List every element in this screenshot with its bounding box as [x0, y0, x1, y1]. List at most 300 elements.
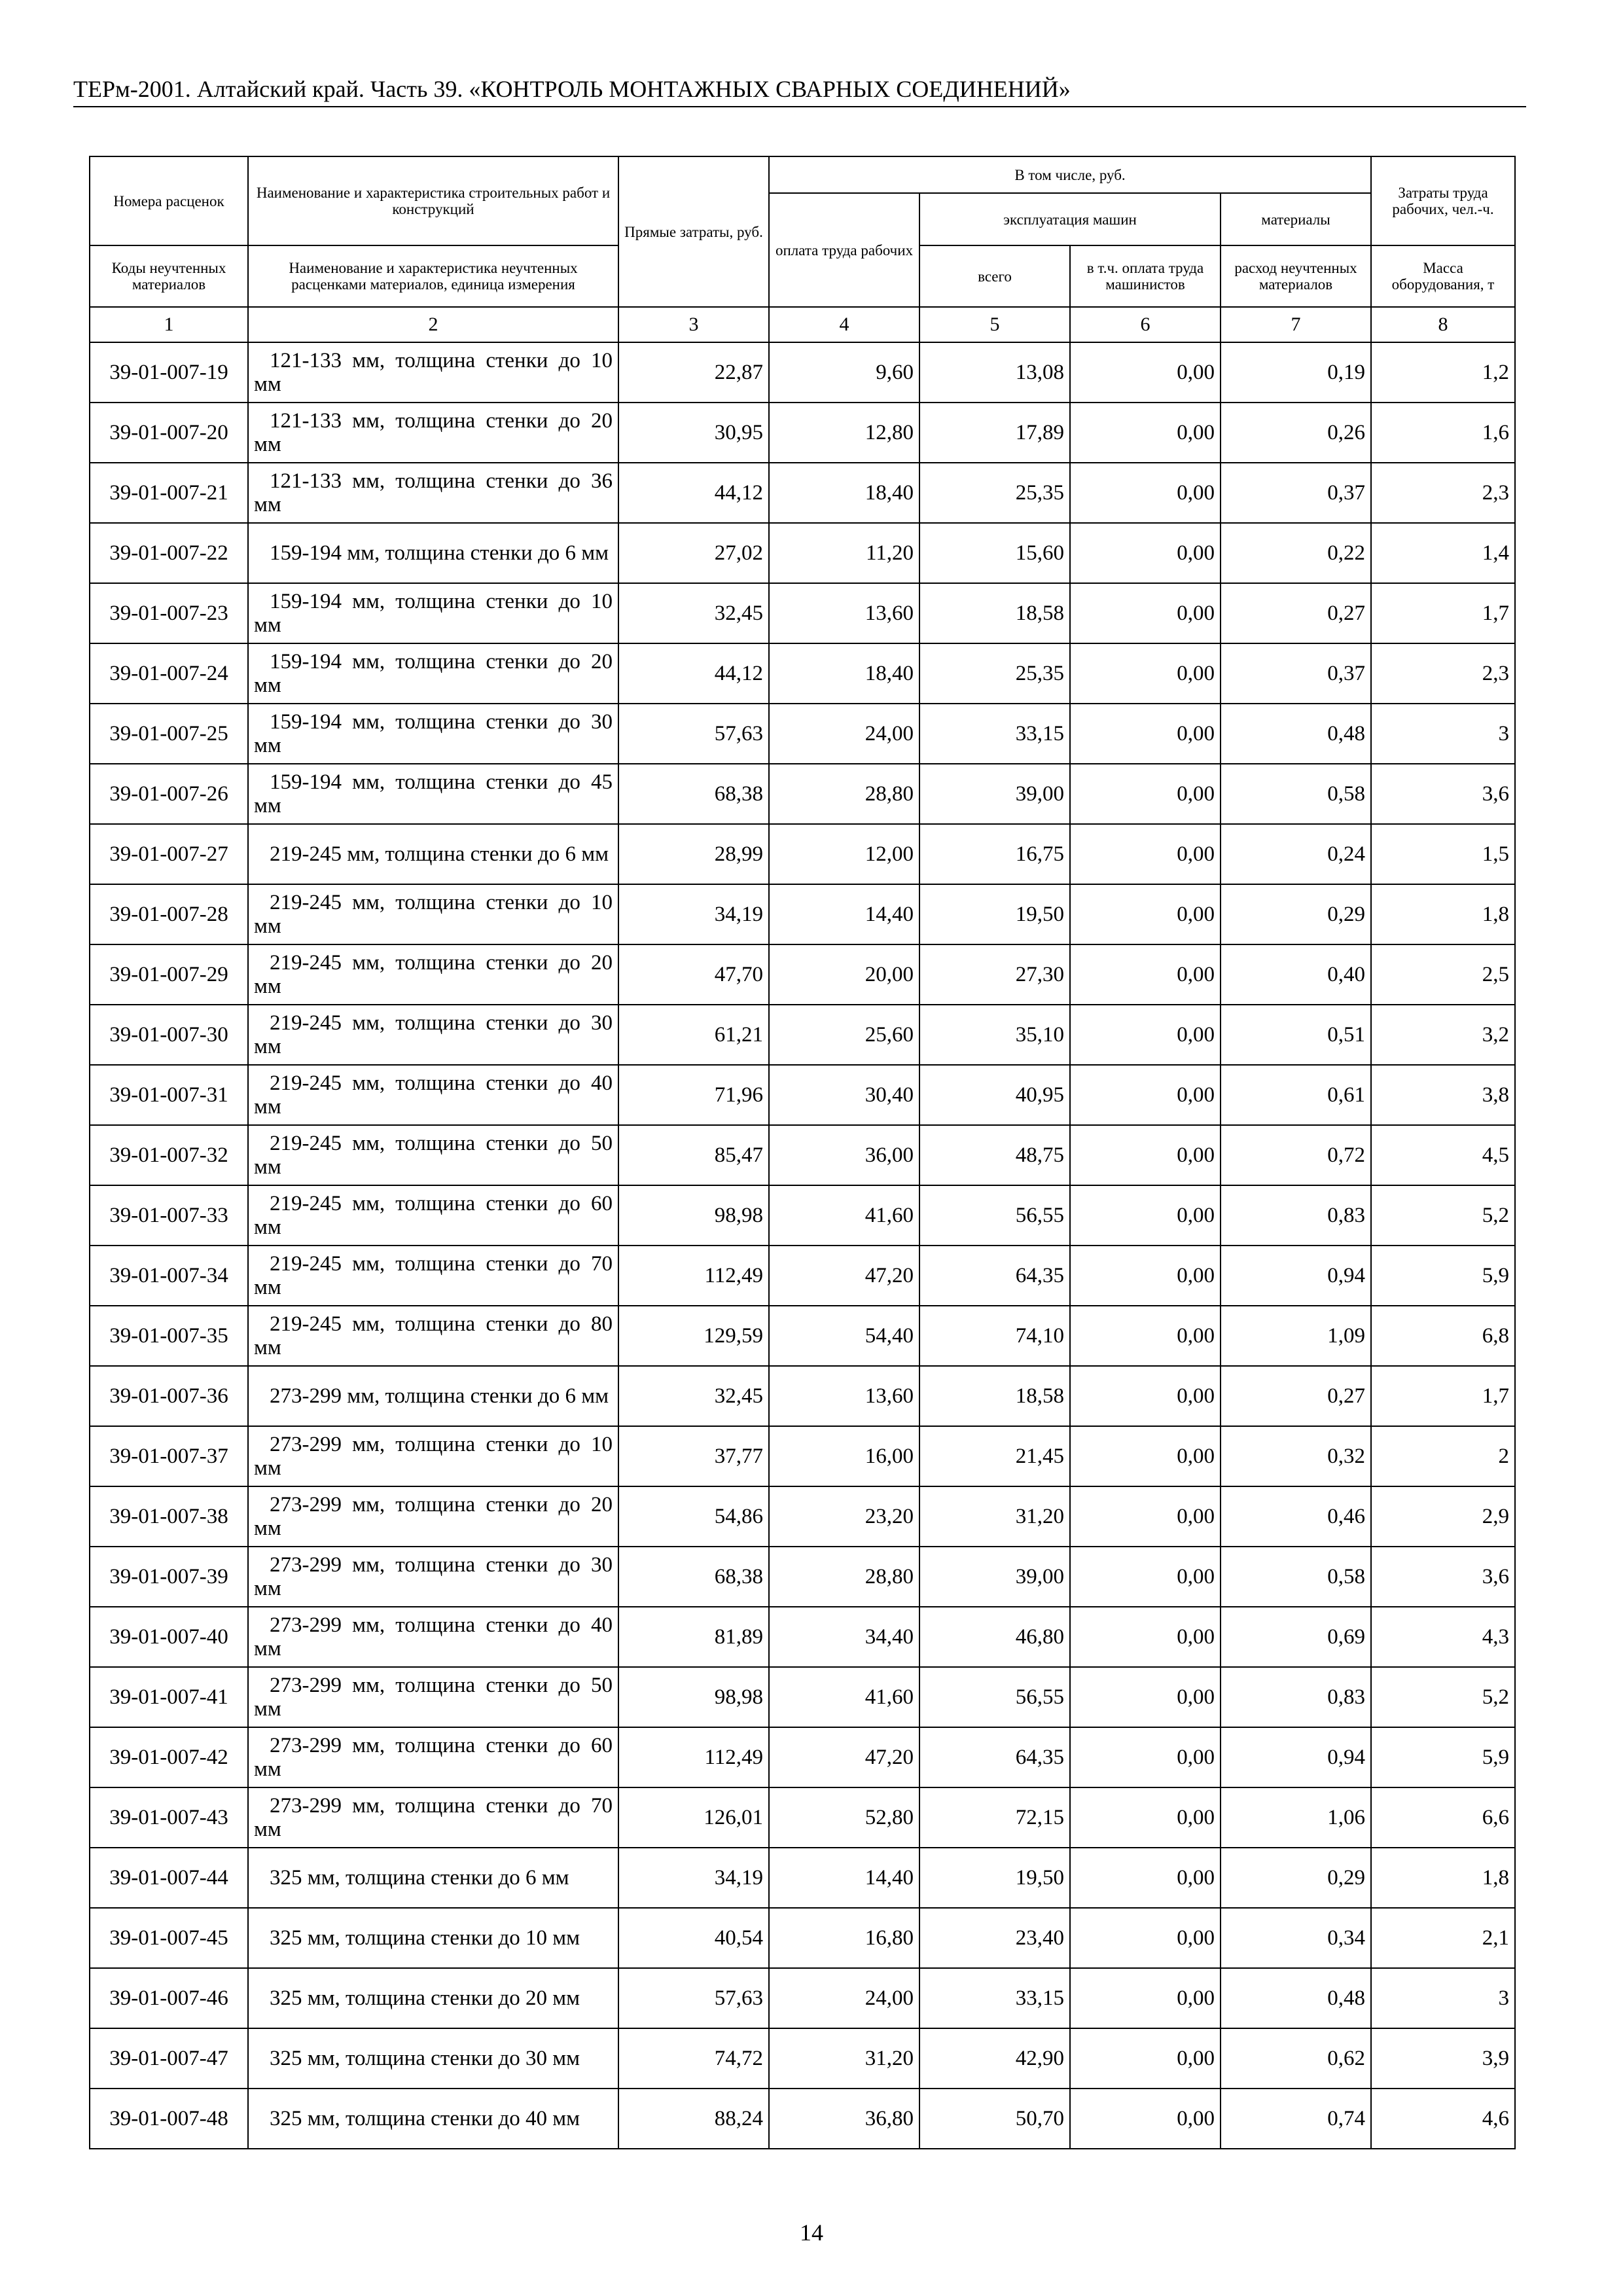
materials-cell: 0,27 — [1221, 1366, 1371, 1426]
column-number: 7 — [1221, 307, 1371, 342]
materials-cell: 0,46 — [1221, 1486, 1371, 1547]
labor-costs-cell: 2,5 — [1371, 944, 1515, 1005]
description-cell — [248, 403, 618, 463]
description-cell — [248, 1547, 618, 1607]
worker-pay-cell: 41,60 — [769, 1185, 919, 1246]
materials-cell: 0,32 — [1221, 1426, 1371, 1486]
machines-total-cell: 13,08 — [919, 342, 1070, 403]
page-number: 14 — [800, 2219, 823, 2246]
table-row — [90, 643, 1515, 704]
table-row — [90, 1306, 1515, 1366]
operator-pay-cell: 0,00 — [1070, 583, 1221, 643]
table-row — [90, 1486, 1515, 1547]
description-text: 219-245 мм, толщина стенки до 50 мм — [254, 1132, 613, 1179]
description-text: 159-194 мм, толщина стенки до 30 мм — [254, 710, 613, 757]
table-row — [90, 2089, 1515, 2149]
description-text: 273-299 мм, толщина стенки до 70 мм — [254, 1794, 613, 1841]
description-text: 219-245 мм, толщина стенки до 80 мм — [254, 1312, 613, 1359]
machines-total-cell: 21,45 — [919, 1426, 1070, 1486]
column-number: 8 — [1371, 307, 1515, 342]
header-direct-costs: Прямые затраты, руб. — [618, 156, 769, 307]
operator-pay-cell: 0,00 — [1070, 463, 1221, 523]
operator-pay-cell: 0,00 — [1070, 1426, 1221, 1486]
header-rule — [73, 106, 1526, 107]
description-text: 159-194 мм, толщина стенки до 10 мм — [254, 590, 613, 637]
table-row — [90, 1426, 1515, 1486]
table-row — [90, 944, 1515, 1005]
header-materials: материалы — [1221, 193, 1371, 245]
rates-table — [89, 156, 1516, 2149]
description-cell — [248, 643, 618, 704]
description-cell — [248, 1306, 618, 1366]
table-body — [90, 156, 1515, 2149]
direct-costs-cell: 32,45 — [618, 583, 769, 643]
materials-cell: 0,74 — [1221, 2089, 1371, 2149]
rate-code-cell: 39-01-007-32 — [90, 1125, 248, 1185]
column-number: 2 — [248, 307, 618, 342]
direct-costs-cell: 34,19 — [618, 1848, 769, 1908]
materials-cell: 0,48 — [1221, 704, 1371, 764]
labor-costs-cell: 3,2 — [1371, 1005, 1515, 1065]
description-text: 325 мм, толщина стенки до 10 мм — [270, 1926, 580, 1950]
rate-code-cell: 39-01-007-34 — [90, 1246, 248, 1306]
header-unaccounted-materials: расход неучтенных материалов — [1221, 245, 1371, 307]
labor-costs-cell: 1,7 — [1371, 1366, 1515, 1426]
machines-total-cell: 50,70 — [919, 2089, 1070, 2149]
machines-total-cell: 56,55 — [919, 1185, 1070, 1246]
operator-pay-cell: 0,00 — [1070, 1005, 1221, 1065]
table-row — [90, 1185, 1515, 1246]
machines-total-cell: 31,20 — [919, 1486, 1070, 1547]
description-text: 273-299 мм, толщина стенки до 40 мм — [254, 1613, 613, 1660]
worker-pay-cell: 36,00 — [769, 1125, 919, 1185]
worker-pay-cell: 16,80 — [769, 1908, 919, 1968]
operator-pay-cell: 0,00 — [1070, 2028, 1221, 2089]
description-cell — [248, 824, 618, 884]
description-cell — [248, 764, 618, 824]
direct-costs-cell: 68,38 — [618, 764, 769, 824]
table-row — [90, 2028, 1515, 2089]
direct-costs-cell: 44,12 — [618, 463, 769, 523]
description-text: 273-299 мм, толщина стенки до 10 мм — [254, 1433, 613, 1480]
materials-cell: 0,22 — [1221, 523, 1371, 583]
operator-pay-cell: 0,00 — [1070, 1787, 1221, 1848]
operator-pay-cell: 0,00 — [1070, 1968, 1221, 2028]
description-text: 121-133 мм, толщина стенки до 10 мм — [254, 349, 613, 396]
operator-pay-cell: 0,00 — [1070, 1547, 1221, 1607]
machines-total-cell: 25,35 — [919, 463, 1070, 523]
worker-pay-cell: 28,80 — [769, 1547, 919, 1607]
machines-total-cell: 27,30 — [919, 944, 1070, 1005]
direct-costs-cell: 112,49 — [618, 1727, 769, 1787]
description-cell — [248, 1065, 618, 1125]
direct-costs-cell: 54,86 — [618, 1486, 769, 1547]
column-number: 4 — [769, 307, 919, 342]
worker-pay-cell: 30,40 — [769, 1065, 919, 1125]
operator-pay-cell: 0,00 — [1070, 643, 1221, 704]
operator-pay-cell: 0,00 — [1070, 1607, 1221, 1667]
header-labor-costs: Затраты труда рабочих, чел.-ч. — [1371, 156, 1515, 245]
labor-costs-cell: 5,9 — [1371, 1246, 1515, 1306]
rate-code-cell: 39-01-007-40 — [90, 1607, 248, 1667]
operator-pay-cell: 0,00 — [1070, 1185, 1221, 1246]
direct-costs-cell: 85,47 — [618, 1125, 769, 1185]
header-worker-pay: оплата труда рабочих — [769, 193, 919, 307]
operator-pay-cell: 0,00 — [1070, 1246, 1221, 1306]
labor-costs-cell: 2 — [1371, 1426, 1515, 1486]
direct-costs-cell: 40,54 — [618, 1908, 769, 1968]
worker-pay-cell: 13,60 — [769, 583, 919, 643]
table-row — [90, 403, 1515, 463]
direct-costs-cell: 112,49 — [618, 1246, 769, 1306]
header-total: всего — [919, 245, 1070, 307]
rate-code-cell: 39-01-007-27 — [90, 824, 248, 884]
description-text: 219-245 мм, толщина стенки до 40 мм — [254, 1071, 613, 1119]
materials-cell: 0,51 — [1221, 1005, 1371, 1065]
rate-code-cell: 39-01-007-25 — [90, 704, 248, 764]
worker-pay-cell: 20,00 — [769, 944, 919, 1005]
labor-costs-cell: 1,8 — [1371, 884, 1515, 944]
direct-costs-cell: 57,63 — [618, 1968, 769, 2028]
table-row — [90, 1065, 1515, 1125]
operator-pay-cell: 0,00 — [1070, 1125, 1221, 1185]
rate-code-cell: 39-01-007-35 — [90, 1306, 248, 1366]
materials-cell: 0,62 — [1221, 2028, 1371, 2089]
materials-cell: 0,69 — [1221, 1607, 1371, 1667]
rate-code-cell: 39-01-007-36 — [90, 1366, 248, 1426]
worker-pay-cell: 23,20 — [769, 1486, 919, 1547]
rate-code-cell: 39-01-007-22 — [90, 523, 248, 583]
table-row — [90, 1968, 1515, 2028]
direct-costs-cell: 88,24 — [618, 2089, 769, 2149]
direct-costs-cell: 28,99 — [618, 824, 769, 884]
description-cell — [248, 1727, 618, 1787]
materials-cell: 1,09 — [1221, 1306, 1371, 1366]
direct-costs-cell: 71,96 — [618, 1065, 769, 1125]
column-number-row — [90, 307, 1515, 342]
worker-pay-cell: 24,00 — [769, 704, 919, 764]
operator-pay-cell: 0,00 — [1070, 1908, 1221, 1968]
description-text: 325 мм, толщина стенки до 20 мм — [270, 1986, 580, 2010]
materials-cell: 0,94 — [1221, 1727, 1371, 1787]
worker-pay-cell: 18,40 — [769, 463, 919, 523]
table-row — [90, 1607, 1515, 1667]
description-text: 273-299 мм, толщина стенки до 20 мм — [254, 1493, 613, 1540]
rate-code-cell: 39-01-007-20 — [90, 403, 248, 463]
materials-cell: 0,34 — [1221, 1908, 1371, 1968]
worker-pay-cell: 52,80 — [769, 1787, 919, 1848]
description-text: 219-245 мм, толщина стенки до 70 мм — [254, 1252, 613, 1299]
rate-code-cell: 39-01-007-29 — [90, 944, 248, 1005]
worker-pay-cell: 14,40 — [769, 1848, 919, 1908]
description-cell — [248, 884, 618, 944]
table-row — [90, 1848, 1515, 1908]
materials-cell: 0,72 — [1221, 1125, 1371, 1185]
worker-pay-cell: 9,60 — [769, 342, 919, 403]
description-cell — [248, 1667, 618, 1727]
materials-cell: 0,40 — [1221, 944, 1371, 1005]
description-text: 159-194 мм, толщина стенки до 45 мм — [254, 770, 613, 817]
labor-costs-cell: 3,6 — [1371, 1547, 1515, 1607]
rate-code-cell: 39-01-007-30 — [90, 1005, 248, 1065]
worker-pay-cell: 18,40 — [769, 643, 919, 704]
operator-pay-cell: 0,00 — [1070, 523, 1221, 583]
rate-code-cell: 39-01-007-19 — [90, 342, 248, 403]
worker-pay-cell: 12,00 — [769, 824, 919, 884]
direct-costs-cell: 47,70 — [618, 944, 769, 1005]
machines-total-cell: 72,15 — [919, 1787, 1070, 1848]
table-row — [90, 1246, 1515, 1306]
table-row — [90, 824, 1515, 884]
labor-costs-cell: 5,2 — [1371, 1185, 1515, 1246]
worker-pay-cell: 14,40 — [769, 884, 919, 944]
rate-code-cell: 39-01-007-28 — [90, 884, 248, 944]
rate-code-cell: 39-01-007-45 — [90, 1908, 248, 1968]
description-text: 219-245 мм, толщина стенки до 30 мм — [254, 1011, 613, 1058]
direct-costs-cell: 98,98 — [618, 1667, 769, 1727]
machines-total-cell: 39,00 — [919, 764, 1070, 824]
labor-costs-cell: 5,9 — [1371, 1727, 1515, 1787]
header-work-name: Наименование и характеристика строительных работ и конструкций — [248, 156, 618, 245]
description-text: 159-194 мм, толщина стенки до 6 мм — [270, 541, 609, 565]
table-row — [90, 1005, 1515, 1065]
rate-code-cell: 39-01-007-48 — [90, 2089, 248, 2149]
labor-costs-cell: 1,6 — [1371, 403, 1515, 463]
operator-pay-cell: 0,00 — [1070, 764, 1221, 824]
materials-cell: 0,24 — [1221, 824, 1371, 884]
machines-total-cell: 33,15 — [919, 1968, 1070, 2028]
worker-pay-cell: 47,20 — [769, 1246, 919, 1306]
rate-code-cell: 39-01-007-47 — [90, 2028, 248, 2089]
labor-costs-cell: 1,8 — [1371, 1848, 1515, 1908]
operator-pay-cell: 0,00 — [1070, 342, 1221, 403]
operator-pay-cell: 0,00 — [1070, 1366, 1221, 1426]
direct-costs-cell: 61,21 — [618, 1005, 769, 1065]
worker-pay-cell: 28,80 — [769, 764, 919, 824]
labor-costs-cell: 2,9 — [1371, 1486, 1515, 1547]
materials-cell: 0,48 — [1221, 1968, 1371, 2028]
materials-cell: 0,61 — [1221, 1065, 1371, 1125]
materials-cell: 0,29 — [1221, 1848, 1371, 1908]
description-text: 273-299 мм, толщина стенки до 60 мм — [254, 1734, 613, 1781]
description-cell — [248, 523, 618, 583]
column-number: 1 — [90, 307, 248, 342]
materials-cell: 0,58 — [1221, 764, 1371, 824]
rate-code-cell: 39-01-007-24 — [90, 643, 248, 704]
direct-costs-cell: 74,72 — [618, 2028, 769, 2089]
description-cell — [248, 1185, 618, 1246]
operator-pay-cell: 0,00 — [1070, 403, 1221, 463]
labor-costs-cell: 2,1 — [1371, 1908, 1515, 1968]
labor-costs-cell: 2,3 — [1371, 643, 1515, 704]
operator-pay-cell: 0,00 — [1070, 2089, 1221, 2149]
description-text: 121-133 мм, толщина стенки до 36 мм — [254, 469, 613, 516]
rate-code-cell: 39-01-007-37 — [90, 1426, 248, 1486]
direct-costs-cell: 32,45 — [618, 1366, 769, 1426]
worker-pay-cell: 47,20 — [769, 1727, 919, 1787]
labor-costs-cell: 4,6 — [1371, 2089, 1515, 2149]
labor-costs-cell: 3 — [1371, 1968, 1515, 2028]
worker-pay-cell: 34,40 — [769, 1607, 919, 1667]
rate-code-cell: 39-01-007-46 — [90, 1968, 248, 2028]
materials-cell: 0,29 — [1221, 884, 1371, 944]
header-machine-operation: эксплуатация машин — [919, 193, 1221, 245]
machines-total-cell: 33,15 — [919, 704, 1070, 764]
machines-total-cell: 15,60 — [919, 523, 1070, 583]
machines-total-cell: 64,35 — [919, 1727, 1070, 1787]
rate-code-cell: 39-01-007-33 — [90, 1185, 248, 1246]
materials-cell: 0,19 — [1221, 342, 1371, 403]
labor-costs-cell: 1,4 — [1371, 523, 1515, 583]
description-text: 219-245 мм, толщина стенки до 6 мм — [270, 842, 609, 866]
header-operator-pay: в т.ч. оплата труда машинистов — [1070, 245, 1221, 307]
materials-cell: 0,83 — [1221, 1667, 1371, 1727]
machines-total-cell: 25,35 — [919, 643, 1070, 704]
description-text: 219-245 мм, толщина стенки до 60 мм — [254, 1192, 613, 1239]
labor-costs-cell: 1,7 — [1371, 583, 1515, 643]
materials-cell: 0,37 — [1221, 643, 1371, 704]
rate-code-cell: 39-01-007-44 — [90, 1848, 248, 1908]
operator-pay-cell: 0,00 — [1070, 944, 1221, 1005]
rate-code-cell: 39-01-007-42 — [90, 1727, 248, 1787]
direct-costs-cell: 98,98 — [618, 1185, 769, 1246]
machines-total-cell: 18,58 — [919, 583, 1070, 643]
labor-costs-cell: 4,5 — [1371, 1125, 1515, 1185]
labor-costs-cell: 3,8 — [1371, 1065, 1515, 1125]
worker-pay-cell: 41,60 — [769, 1667, 919, 1727]
direct-costs-cell: 27,02 — [618, 523, 769, 583]
machines-total-cell: 39,00 — [919, 1547, 1070, 1607]
machines-total-cell: 19,50 — [919, 884, 1070, 944]
materials-cell: 0,37 — [1221, 463, 1371, 523]
machines-total-cell: 42,90 — [919, 2028, 1070, 2089]
machines-total-cell: 17,89 — [919, 403, 1070, 463]
direct-costs-cell: 30,95 — [618, 403, 769, 463]
worker-pay-cell: 31,20 — [769, 2028, 919, 2089]
description-text: 219-245 мм, толщина стенки до 10 мм — [254, 891, 613, 938]
materials-cell: 0,94 — [1221, 1246, 1371, 1306]
materials-cell: 0,27 — [1221, 583, 1371, 643]
rate-code-cell: 39-01-007-39 — [90, 1547, 248, 1607]
description-cell — [248, 1908, 618, 1968]
description-text: 273-299 мм, толщина стенки до 6 мм — [270, 1384, 609, 1408]
operator-pay-cell: 0,00 — [1070, 884, 1221, 944]
labor-costs-cell: 4,3 — [1371, 1607, 1515, 1667]
operator-pay-cell: 0,00 — [1070, 1306, 1221, 1366]
description-cell — [248, 944, 618, 1005]
rate-code-cell: 39-01-007-23 — [90, 583, 248, 643]
header-equipment-mass: Масса оборудования, т — [1371, 245, 1515, 307]
materials-cell: 0,58 — [1221, 1547, 1371, 1607]
machines-total-cell: 18,58 — [919, 1366, 1070, 1426]
description-text: 121-133 мм, толщина стенки до 20 мм — [254, 409, 613, 456]
column-number: 5 — [919, 307, 1070, 342]
materials-cell: 0,26 — [1221, 403, 1371, 463]
worker-pay-cell: 25,60 — [769, 1005, 919, 1065]
worker-pay-cell: 24,00 — [769, 1968, 919, 2028]
machines-total-cell: 35,10 — [919, 1005, 1070, 1065]
operator-pay-cell: 0,00 — [1070, 1486, 1221, 1547]
header-material-codes: Коды неучтенных материалов — [90, 245, 248, 307]
description-cell — [248, 1125, 618, 1185]
worker-pay-cell: 11,20 — [769, 523, 919, 583]
materials-cell: 0,83 — [1221, 1185, 1371, 1246]
direct-costs-cell: 44,12 — [618, 643, 769, 704]
rate-code-cell: 39-01-007-26 — [90, 764, 248, 824]
table-row — [90, 342, 1515, 403]
table-row — [90, 583, 1515, 643]
description-text: 325 мм, толщина стенки до 30 мм — [270, 2047, 580, 2070]
machines-total-cell: 64,35 — [919, 1246, 1070, 1306]
table-row — [90, 1125, 1515, 1185]
description-text: 159-194 мм, толщина стенки до 20 мм — [254, 650, 613, 697]
machines-total-cell: 46,80 — [919, 1607, 1070, 1667]
description-cell — [248, 463, 618, 523]
description-cell — [248, 583, 618, 643]
table-row — [90, 523, 1515, 583]
table-row — [90, 1787, 1515, 1848]
operator-pay-cell: 0,00 — [1070, 1727, 1221, 1787]
machines-total-cell: 23,40 — [919, 1908, 1070, 1968]
description-cell — [248, 704, 618, 764]
description-text: 273-299 мм, толщина стенки до 30 мм — [254, 1553, 613, 1600]
labor-costs-cell: 6,8 — [1371, 1306, 1515, 1366]
direct-costs-cell: 57,63 — [618, 704, 769, 764]
labor-costs-cell: 1,2 — [1371, 342, 1515, 403]
direct-costs-cell: 129,59 — [618, 1306, 769, 1366]
description-cell — [248, 2028, 618, 2089]
description-cell — [248, 1968, 618, 2028]
description-cell — [248, 1366, 618, 1426]
machines-total-cell: 56,55 — [919, 1667, 1070, 1727]
header-row-1 — [90, 156, 1515, 193]
machines-total-cell: 48,75 — [919, 1125, 1070, 1185]
machines-total-cell: 19,50 — [919, 1848, 1070, 1908]
description-cell — [248, 1246, 618, 1306]
direct-costs-cell: 81,89 — [618, 1607, 769, 1667]
rate-code-cell: 39-01-007-38 — [90, 1486, 248, 1547]
labor-costs-cell: 3,6 — [1371, 764, 1515, 824]
column-number: 6 — [1070, 307, 1221, 342]
table-row — [90, 1366, 1515, 1426]
direct-costs-cell: 37,77 — [618, 1426, 769, 1486]
table-row — [90, 764, 1515, 824]
worker-pay-cell: 13,60 — [769, 1366, 919, 1426]
rate-code-cell: 39-01-007-43 — [90, 1787, 248, 1848]
machines-total-cell: 40,95 — [919, 1065, 1070, 1125]
description-text: 219-245 мм, толщина стенки до 20 мм — [254, 951, 613, 998]
worker-pay-cell: 16,00 — [769, 1426, 919, 1486]
direct-costs-cell: 68,38 — [618, 1547, 769, 1607]
direct-costs-cell: 34,19 — [618, 884, 769, 944]
table-row — [90, 1908, 1515, 1968]
table-row — [90, 704, 1515, 764]
table-row — [90, 1727, 1515, 1787]
labor-costs-cell: 3,9 — [1371, 2028, 1515, 2089]
page-header: ТЕРм-2001. Алтайский край. Часть 39. «КОНТРОЛЬ МОНТАЖНЫХ СВАРНЫХ СОЕДИНЕНИЙ» — [73, 76, 1071, 102]
header-rate-numbers: Номера расценок — [90, 156, 248, 245]
direct-costs-cell: 22,87 — [618, 342, 769, 403]
labor-costs-cell: 3 — [1371, 704, 1515, 764]
description-cell — [248, 1426, 618, 1486]
labor-costs-cell: 1,5 — [1371, 824, 1515, 884]
rate-code-cell: 39-01-007-21 — [90, 463, 248, 523]
rate-code-cell: 39-01-007-31 — [90, 1065, 248, 1125]
worker-pay-cell: 36,80 — [769, 2089, 919, 2149]
description-cell — [248, 342, 618, 403]
operator-pay-cell: 0,00 — [1070, 1848, 1221, 1908]
table-row — [90, 1547, 1515, 1607]
